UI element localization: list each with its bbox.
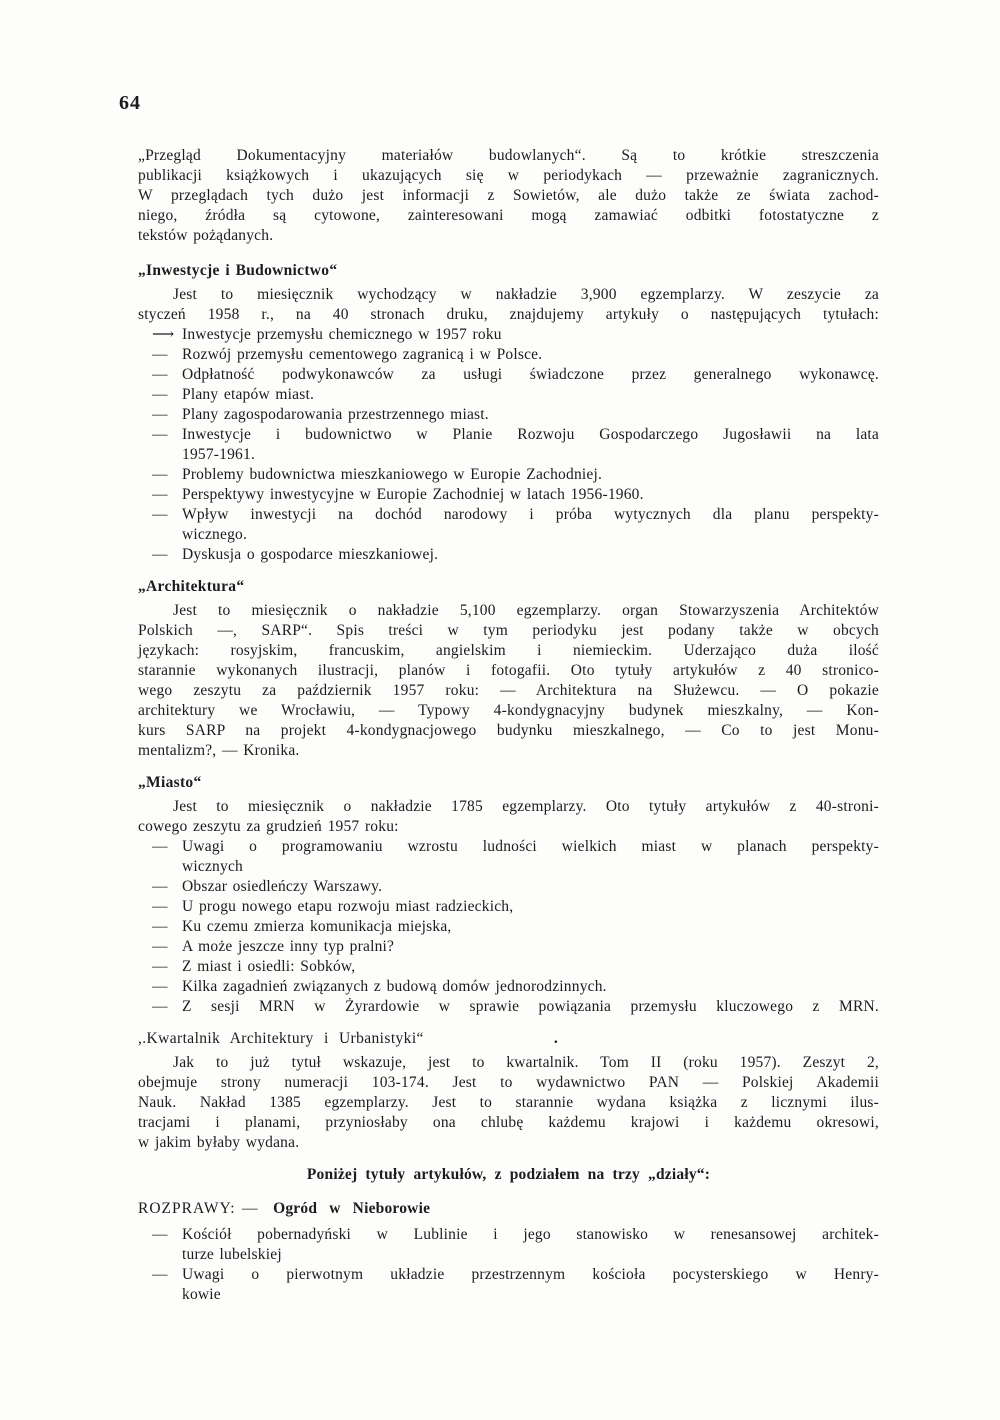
text-line: mentalizm?, — Kronika. [138, 742, 300, 759]
list-item [138, 897, 879, 917]
heading-kwartalnik: ,.Kwartalnik Architektury i Urbanistyki“ [138, 1030, 424, 1047]
text-line: Z miast i osiedli: Sobków, [182, 958, 356, 975]
text-line: Ku czemu zmierza komunikacja miejska, [182, 918, 452, 935]
text-line: w jakim byłaby wydana. [138, 1134, 300, 1151]
stray-dot: . [553, 1030, 558, 1047]
dash-bullet-icon: — [152, 878, 168, 895]
list-item [138, 365, 879, 385]
dash-bullet-icon: — [152, 898, 168, 915]
text-line: Obszar osiedleńczy Warszawy. [182, 878, 383, 895]
text-line: Jest to miesięcznik o nakładzie 5,100 egzemplarzy. organ Stowarzyszenia Architektów [173, 602, 879, 619]
text-line: 1957-1961. [182, 446, 256, 463]
text-line: U progu nowego etapu rozwoju miast radzieckich, [182, 898, 514, 915]
miasto-paragraph [138, 797, 879, 837]
miasto-article-list [138, 837, 879, 1017]
rozprawy-article-list [138, 1225, 879, 1305]
dash-bullet-icon: — [152, 938, 168, 955]
list-item [138, 997, 879, 1017]
list-item [138, 345, 879, 365]
list-item [138, 465, 879, 485]
text-line: Uwagi o pierwotnym układzie przestrzennym kościoła pocysterskiego w Henry- [182, 1266, 879, 1283]
dash-bullet-icon: — [152, 998, 168, 1015]
text-line: A może jeszcze inny typ pralni? [182, 938, 395, 955]
text-line: językach: rosyjskim, francuskim, angielskim i niemieckim. Uderzająco duża ilość [138, 642, 879, 659]
text-line: styczeń 1958 r., na 40 stronach druku, znajdujemy artykuły o następujących tytułach: [138, 306, 879, 323]
list-item [138, 485, 879, 505]
arrow-bullet-icon: ⟶ [152, 326, 175, 343]
dash-bullet-icon: — [152, 486, 168, 503]
text-line: kowie [182, 1286, 221, 1303]
text-line: Problemy budownictwa mieszkaniowego w Europie Zachodniej. [182, 466, 603, 483]
text-line: cowego zeszytu za grudzień 1957 roku: [138, 818, 399, 835]
text-line: wicznego. [182, 526, 248, 543]
dash-bullet-icon: — [152, 1226, 168, 1243]
text-line: starannie wykonanych ilustracji, planów i fotogafii. Oto tytuły artykułów z 40 stronico- [138, 662, 879, 679]
list-item [138, 425, 879, 465]
text-line: Rozwój przemysłu cementowego zagranicą i w Polsce. [182, 346, 543, 363]
text-line: niego, źródła są cytowone, zainteresowani mogą zamawiać odbitki fotostatyczne z [138, 207, 879, 224]
text-line: Jest to miesięcznik o nakładzie 1785 egzemplarzy. Oto tytuły artykułów z 40-stroni- [173, 798, 879, 815]
rozprawy-heading-line [138, 1199, 879, 1219]
dash-bullet-icon: — [152, 506, 168, 523]
text-line: Nauk. Nakład 1385 egzemplarzy. Jest to starannie wydana książka z licznymi ilus- [138, 1094, 879, 1111]
text-line: kurs SARP na projekt 4-kondygnacjowego budynku mieszkalnego, — Co to jest Monu- [138, 722, 879, 739]
dash-bullet-icon: — [152, 406, 168, 423]
dash-bullet-icon: — [152, 426, 168, 443]
dash-bullet-icon: — [152, 978, 168, 995]
intro-paragraph [138, 146, 879, 246]
dash-bullet-icon: — [152, 466, 168, 483]
dash-bullet-icon: — [152, 546, 168, 563]
dash-bullet-icon: — [152, 958, 168, 975]
dash-bullet-icon: — [152, 918, 168, 935]
dash-bullet-icon: — [152, 386, 168, 403]
text-line: Jest to miesięcznik wychodzący w nakładzie 3,900 egzemplarzy. W zeszycie za [173, 286, 879, 303]
heading-miasto: „Miasto“ [138, 774, 202, 791]
text-line: wicznych [182, 858, 243, 875]
list-item [138, 1265, 879, 1305]
text-line: Inwestycje przemysłu chemicznego w 1957 roku [182, 326, 502, 343]
heading-kwartalnik-row [138, 1029, 879, 1049]
text-line: Polskich —, SARP“. Spis treści w tym periodyku jest podany także w obcych [138, 622, 879, 639]
text-line: obejmuje strony numeracji 103-174. Jest to wydawnictwo PAN — Polskiej Akademii [138, 1074, 879, 1091]
subtitle-line: Poniżej tytuły artykułów, z podziałem na trzy „działy“: [306, 1166, 711, 1183]
list-item [138, 837, 879, 877]
text-line: Plany zagospodarowania przestrzennego miast. [182, 406, 489, 423]
list-item [138, 385, 879, 405]
text-line: tracjami i planami, przyniosłaby ona chlubę każdemu krajowi i każdemu okresowi, [138, 1114, 879, 1131]
list-item [138, 977, 879, 997]
text-line: „Przegląd Dokumentacyjny materiałów budowlanych“. Są to krótkie streszczenia [138, 147, 879, 164]
list-item [138, 325, 879, 345]
dash-bullet-icon: — [152, 838, 168, 855]
dash-bullet-icon: — [152, 1266, 168, 1283]
text-line: Inwestycje i budownictwo w Planie Rozwoju Gospodarczego Jugosławii na lata [182, 426, 879, 443]
text-line: turze lubelskiej [182, 1246, 282, 1263]
dash-bullet-icon: — [152, 366, 168, 383]
text-line: Kilka zagadnień związanych z budową domów jednorodzinnych. [182, 978, 607, 995]
rozprawy-label: ROZPRAWY: — [138, 1200, 259, 1217]
page-number: 64 [119, 92, 141, 114]
list-item [138, 505, 879, 545]
text-line: wego zeszytu za październik 1957 roku: — Architektura na Służewcu. — O pokazie [138, 682, 879, 699]
text-line: architektury we Wrocławiu, — Typowy 4-kondygnacyjny budynek mieszkalny, — Kon- [138, 702, 879, 719]
heading-inwestycje-i-budownictwo: „Inwestycje i Budownictwo“ [138, 262, 338, 279]
page-content [138, 146, 879, 1305]
text-line: Z sesji MRN w Żyrardowie w sprawie powiązania przemysłu kluczowego z MRN. [182, 998, 879, 1015]
inwestycje-article-list [138, 325, 879, 565]
dash-bullet-icon: — [152, 346, 168, 363]
text-line: Plany etapów miast. [182, 386, 315, 403]
kwartalnik-paragraph [138, 1053, 879, 1153]
heading-architektura: „Architektura“ [138, 578, 245, 595]
inwestycje-paragraph [138, 285, 879, 325]
text-line: tekstów pożądanych. [138, 227, 274, 244]
list-item [138, 405, 879, 425]
list-item [138, 937, 879, 957]
text-line: Jak to już tytuł wskazuje, jest to kwartalnik. Tom II (roku 1957). Zeszyt 2, [173, 1054, 879, 1071]
architektura-paragraph [138, 601, 879, 761]
text-line: publikacji książkowych i ukazujących się w periodykach — przeważnie zagranicznych. [138, 167, 879, 184]
rozprawy-title: Ogród w Nieborowie [273, 1200, 431, 1217]
text-line: Kościół pobernadyński w Lublinie i jego stanowisko w renesansowej architek- [182, 1226, 879, 1243]
text-line: W przeglądach tych dużo jest informacji z Sowietów, ale dużo także ze świata zachod- [138, 187, 879, 204]
text-line: Uwagi o programowaniu wzrostu ludności wielkich miast w planach perspekty- [182, 838, 879, 855]
text-line: Perspektywy inwestycyjne w Europie Zachodniej w latach 1956-1960. [182, 486, 644, 503]
list-item [138, 1225, 879, 1265]
list-item [138, 545, 879, 565]
list-item [138, 917, 879, 937]
text-line: Wpływ inwestycji na dochód narodowy i próba wytycznych dla planu perspekty- [182, 506, 879, 523]
text-line: Dyskusja o gospodarce mieszkaniowej. [182, 546, 439, 563]
text-line: Odpłatność podwykonawców za usługi świadczone przez generalnego wykonawcę. [182, 366, 879, 383]
list-item [138, 877, 879, 897]
list-item [138, 957, 879, 977]
